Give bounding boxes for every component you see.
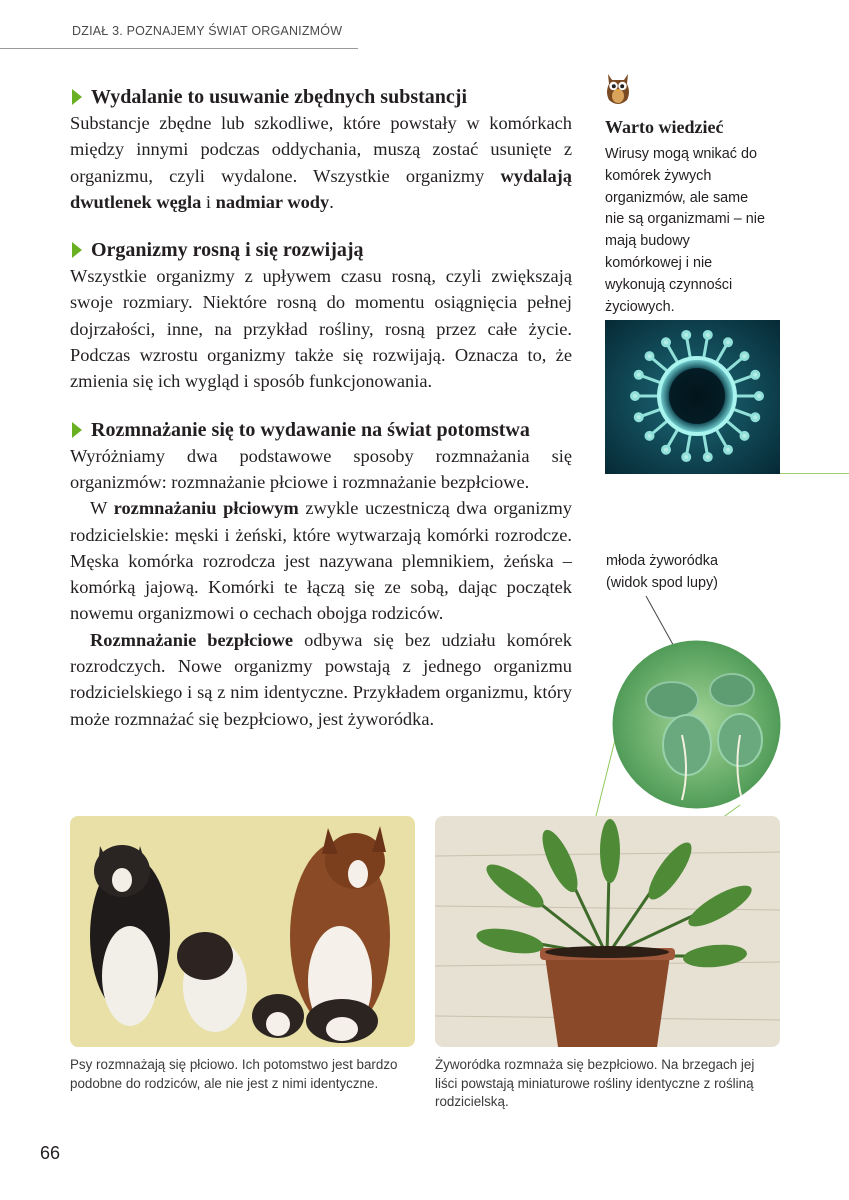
- text-run: odbywa się bez udziału komórek rozrodczych. Nowe organizmy powstają z jednego organizmu rodzicielskiego i są z nim identyczne. Przykładem organizmu, który może rozmnażać się bezpłciowo, jest żyworódka.: [70, 629, 572, 729]
- owl-icon: [605, 72, 631, 106]
- section-growth: [70, 237, 572, 394]
- plant-caption: Żyworódka rozmnaża się bezpłciowo. Na brzegach jej liści powstają miniaturowe rośliny identyczne z rośliną rodzicielską.: [435, 1057, 755, 1110]
- text-run: zwykle uczestniczą dwa organizmy rodzicielskie: męski i żeński, które wytwarzają komórki rozrodcze. Męska komórka rozrodcza jest nazywana plemnikiem, żeńska – komórką jajową. Komórki te łączą się ze sobą, dając początek nowemu organizmowi o cechach obojga rodziców.: [70, 498, 572, 624]
- main-column: [70, 84, 572, 754]
- chapter-header: DZIAŁ 3. POZNAJEMY ŚWIAT ORGANIZMÓW: [72, 24, 343, 38]
- sidebar-rule: [780, 473, 849, 474]
- sidebar-box: [605, 72, 805, 318]
- section-excretion: [70, 84, 572, 215]
- section-heading: [70, 417, 572, 443]
- section-heading-text: Rozmnażanie się to wydawanie na świat potomstwa: [91, 418, 530, 441]
- plant-photo: [435, 816, 780, 1047]
- section-heading: [70, 237, 572, 263]
- text-run: Substancje zbędne lub szkodliwe, które powstały w komórkach między innymi podczas oddychania, muszą zostać usunięte z organizmu, czyli wydalone. Wszystkie organizmy: [70, 113, 572, 186]
- section-heading-text: Organizmy rosną i się rozwijają: [91, 239, 364, 262]
- text-run: i: [201, 191, 216, 212]
- header-rule: [0, 48, 358, 49]
- page-number: 66: [40, 1143, 61, 1163]
- text-run: .: [329, 191, 334, 212]
- label-line: młoda żyworódka: [606, 553, 718, 569]
- bold-term: Rozmnażanie bezpłciowe: [90, 629, 294, 650]
- section-reproduction: [70, 417, 572, 732]
- dogs-photo: [70, 816, 415, 1047]
- dogs-caption: Psy rozmnażają się płciowo. Ich potomstwo jest bardzo podobne do rodziców, ale nie jest z nimi identyczne.: [70, 1057, 398, 1091]
- section-heading: [70, 84, 572, 110]
- virus-image: [605, 320, 780, 474]
- green-triangle-icon: [72, 242, 82, 258]
- paragraph: Wyróżniamy dwa podstawowe sposoby rozmnażania się organizmów: rozmnażanie płciowe i rozmnażanie bezpłciowe.: [70, 445, 572, 492]
- sidebar-title: Warto wiedzieć: [605, 117, 724, 137]
- bold-term: nadmiar wody: [215, 191, 330, 212]
- paragraph: [70, 495, 572, 626]
- sidebar-text: Wirusy mogą wnikać do komórek żywych organizmów, ale same nie są organizmami – nie mają budowy komórkowej i nie wykonują czynności życiowych.: [605, 146, 765, 315]
- bold-term: wydalają dwutlenek węgla: [70, 165, 572, 212]
- magnifier-label: [606, 551, 718, 594]
- magnifier-circle: [612, 640, 781, 809]
- bold-term: rozmnażaniu płciowym: [113, 498, 299, 519]
- paragraph: Wszystkie organizmy z upływem czasu rosną, czyli zwiększają swoje rozmiary. Niektóre rosną do momentu osiągnięcia pełnej dojrzałości, inne, na przykład rośliny, rosną przez całe życie. Podczas wzrostu organizmy także się rozwijają. Oznacza to, że zmienia się ich wygląd i sposób funkcjonowania.: [70, 266, 572, 392]
- green-triangle-icon: [72, 422, 82, 438]
- paragraph: [70, 627, 572, 732]
- paragraph: [70, 110, 572, 215]
- label-line: (widok spod lupy): [606, 574, 718, 591]
- text-run: W: [90, 498, 114, 519]
- green-triangle-icon: [72, 89, 82, 105]
- section-heading-text: Wydalanie to usuwanie zbędnych substancji: [91, 86, 467, 108]
